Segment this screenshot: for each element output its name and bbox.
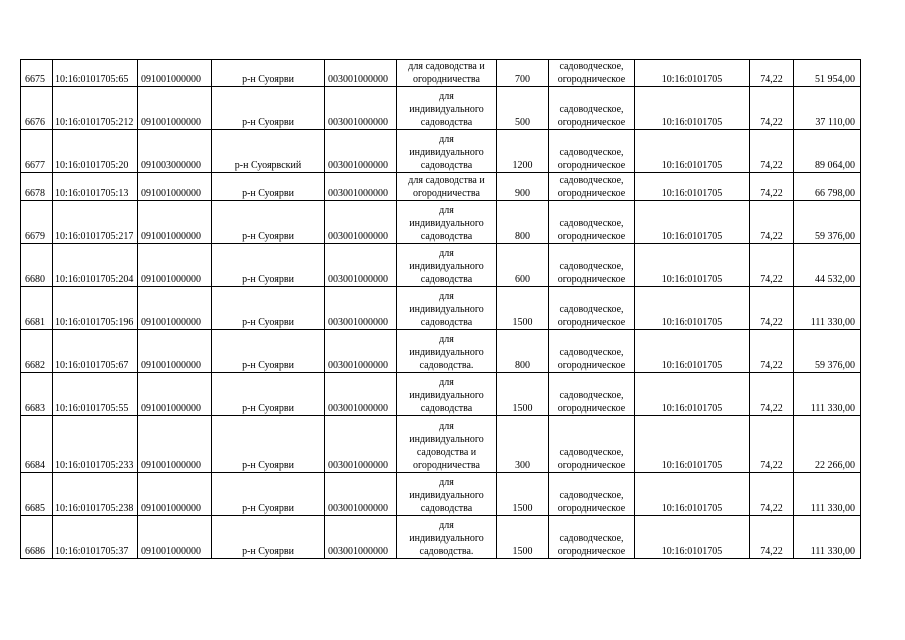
cadastral-value: 111 330,00 (794, 373, 861, 416)
okato-code: 091001000000 (138, 87, 212, 130)
table-row (21, 416, 861, 473)
specific-value: 74,22 (750, 130, 794, 173)
specific-value: 74,22 (750, 416, 794, 473)
permitted-use: для индивидуального садоводства (397, 244, 497, 287)
cadastral-number: 10:16:0101705:37 (53, 516, 138, 559)
cadastral-number: 10:16:0101705:238 (53, 473, 138, 516)
okato-code: 091001000000 (138, 201, 212, 244)
okato-code: 091001000000 (138, 287, 212, 330)
area-value: 900 (497, 173, 549, 201)
specific-value: 74,22 (750, 173, 794, 201)
category-code: 003001000000 (325, 473, 397, 516)
row-number: 6680 (21, 244, 53, 287)
area-value: 300 (497, 416, 549, 473)
zone-type: садоводческое, огородническое (549, 173, 635, 201)
row-number: 6676 (21, 87, 53, 130)
cadastral-block: 10:16:0101705 (635, 60, 750, 87)
cadastral-value: 22 266,00 (794, 416, 861, 473)
table-row (21, 330, 861, 373)
category-code: 003001000000 (325, 244, 397, 287)
permitted-use: для индивидуального садоводства и огородничества (397, 416, 497, 473)
district-name: р-н Суоярви (212, 60, 325, 87)
permitted-use: для индивидуального садоводства. (397, 516, 497, 559)
row-number: 6675 (21, 60, 53, 87)
document-page (20, 59, 861, 559)
district-name: р-н Суоярви (212, 87, 325, 130)
cadastral-block: 10:16:0101705 (635, 173, 750, 201)
category-code: 003001000000 (325, 287, 397, 330)
category-code: 003001000000 (325, 373, 397, 416)
table-row (21, 244, 861, 287)
okato-code: 091001000000 (138, 244, 212, 287)
category-code: 003001000000 (325, 330, 397, 373)
category-code: 003001000000 (325, 173, 397, 201)
district-name: р-н Суоярви (212, 416, 325, 473)
district-name: р-н Суоярви (212, 287, 325, 330)
row-number: 6686 (21, 516, 53, 559)
zone-type: садоводческое, огородническое (549, 516, 635, 559)
permitted-use: для индивидуального садоводства (397, 201, 497, 244)
table-row (21, 173, 861, 201)
district-name: р-н Суоярви (212, 373, 325, 416)
permitted-use: для индивидуального садоводства (397, 287, 497, 330)
zone-type: садоводческое, огородническое (549, 330, 635, 373)
cadastral-number: 10:16:0101705:55 (53, 373, 138, 416)
row-number: 6685 (21, 473, 53, 516)
area-value: 1500 (497, 516, 549, 559)
zone-type: садоводческое, огородническое (549, 201, 635, 244)
zone-type: садоводческое, огородническое (549, 60, 635, 87)
specific-value: 74,22 (750, 373, 794, 416)
cadastral-value: 111 330,00 (794, 287, 861, 330)
category-code: 003001000000 (325, 130, 397, 173)
okato-code: 091001000000 (138, 416, 212, 473)
permitted-use: для садоводства и огородничества (397, 60, 497, 87)
cadastral-number: 10:16:0101705:67 (53, 330, 138, 373)
row-number: 6684 (21, 416, 53, 473)
area-value: 600 (497, 244, 549, 287)
zone-type: садоводческое, огородническое (549, 416, 635, 473)
cadastral-value: 51 954,00 (794, 60, 861, 87)
cadastral-number: 10:16:0101705:196 (53, 287, 138, 330)
cadastral-block: 10:16:0101705 (635, 287, 750, 330)
category-code: 003001000000 (325, 201, 397, 244)
cadastral-block: 10:16:0101705 (635, 130, 750, 173)
cadastral-number: 10:16:0101705:20 (53, 130, 138, 173)
area-value: 500 (497, 87, 549, 130)
permitted-use: для садоводства и огородничества (397, 173, 497, 201)
district-name: р-н Суоярви (212, 473, 325, 516)
okato-code: 091003000000 (138, 130, 212, 173)
zone-type: садоводческое, огородническое (549, 87, 635, 130)
permitted-use: для индивидуального садоводства (397, 130, 497, 173)
cadastral-block: 10:16:0101705 (635, 244, 750, 287)
district-name: р-н Суоярви (212, 244, 325, 287)
zone-type: садоводческое, огородническое (549, 244, 635, 287)
cadastral-value-table (20, 59, 861, 559)
permitted-use: для индивидуального садоводства. (397, 330, 497, 373)
cadastral-value: 44 532,00 (794, 244, 861, 287)
permitted-use: для индивидуального садоводства (397, 87, 497, 130)
row-number: 6677 (21, 130, 53, 173)
cadastral-block: 10:16:0101705 (635, 87, 750, 130)
cadastral-value: 37 110,00 (794, 87, 861, 130)
specific-value: 74,22 (750, 473, 794, 516)
cadastral-block: 10:16:0101705 (635, 373, 750, 416)
specific-value: 74,22 (750, 330, 794, 373)
district-name: р-н Суоярви (212, 516, 325, 559)
cadastral-block: 10:16:0101705 (635, 473, 750, 516)
cadastral-number: 10:16:0101705:65 (53, 60, 138, 87)
specific-value: 74,22 (750, 201, 794, 244)
row-number: 6683 (21, 373, 53, 416)
area-value: 1500 (497, 473, 549, 516)
area-value: 1500 (497, 287, 549, 330)
okato-code: 091001000000 (138, 173, 212, 201)
cadastral-block: 10:16:0101705 (635, 416, 750, 473)
table-row (21, 473, 861, 516)
category-code: 003001000000 (325, 60, 397, 87)
category-code: 003001000000 (325, 416, 397, 473)
okato-code: 091001000000 (138, 60, 212, 87)
district-name: р-н Суоярви (212, 330, 325, 373)
cadastral-value: 66 798,00 (794, 173, 861, 201)
cadastral-value: 89 064,00 (794, 130, 861, 173)
district-name: р-н Суоярвский (212, 130, 325, 173)
specific-value: 74,22 (750, 287, 794, 330)
area-value: 1500 (497, 373, 549, 416)
cadastral-block: 10:16:0101705 (635, 330, 750, 373)
row-number: 6681 (21, 287, 53, 330)
permitted-use: для индивидуального садоводства (397, 473, 497, 516)
table-body (21, 60, 861, 559)
cadastral-value: 111 330,00 (794, 516, 861, 559)
area-value: 1200 (497, 130, 549, 173)
row-number: 6679 (21, 201, 53, 244)
row-number: 6678 (21, 173, 53, 201)
table-row (21, 287, 861, 330)
cadastral-block: 10:16:0101705 (635, 516, 750, 559)
cadastral-value: 59 376,00 (794, 201, 861, 244)
area-value: 800 (497, 201, 549, 244)
specific-value: 74,22 (750, 244, 794, 287)
table-row (21, 201, 861, 244)
area-value: 800 (497, 330, 549, 373)
cadastral-number: 10:16:0101705:204 (53, 244, 138, 287)
district-name: р-н Суоярви (212, 201, 325, 244)
okato-code: 091001000000 (138, 373, 212, 416)
okato-code: 091001000000 (138, 516, 212, 559)
table-row (21, 516, 861, 559)
category-code: 003001000000 (325, 87, 397, 130)
area-value: 700 (497, 60, 549, 87)
cadastral-number: 10:16:0101705:13 (53, 173, 138, 201)
specific-value: 74,22 (750, 60, 794, 87)
okato-code: 091001000000 (138, 473, 212, 516)
specific-value: 74,22 (750, 516, 794, 559)
cadastral-number: 10:16:0101705:233 (53, 416, 138, 473)
cadastral-value: 111 330,00 (794, 473, 861, 516)
category-code: 003001000000 (325, 516, 397, 559)
zone-type: садоводческое, огородническое (549, 473, 635, 516)
cadastral-block: 10:16:0101705 (635, 201, 750, 244)
row-number: 6682 (21, 330, 53, 373)
table-row (21, 60, 861, 87)
cadastral-number: 10:16:0101705:217 (53, 201, 138, 244)
specific-value: 74,22 (750, 87, 794, 130)
zone-type: садоводческое, огородническое (549, 373, 635, 416)
district-name: р-н Суоярви (212, 173, 325, 201)
zone-type: садоводческое, огородническое (549, 130, 635, 173)
okato-code: 091001000000 (138, 330, 212, 373)
cadastral-number: 10:16:0101705:212 (53, 87, 138, 130)
table-row (21, 87, 861, 130)
zone-type: садоводческое, огородническое (549, 287, 635, 330)
table-row (21, 373, 861, 416)
cadastral-value: 59 376,00 (794, 330, 861, 373)
table-row (21, 130, 861, 173)
permitted-use: для индивидуального садоводства (397, 373, 497, 416)
